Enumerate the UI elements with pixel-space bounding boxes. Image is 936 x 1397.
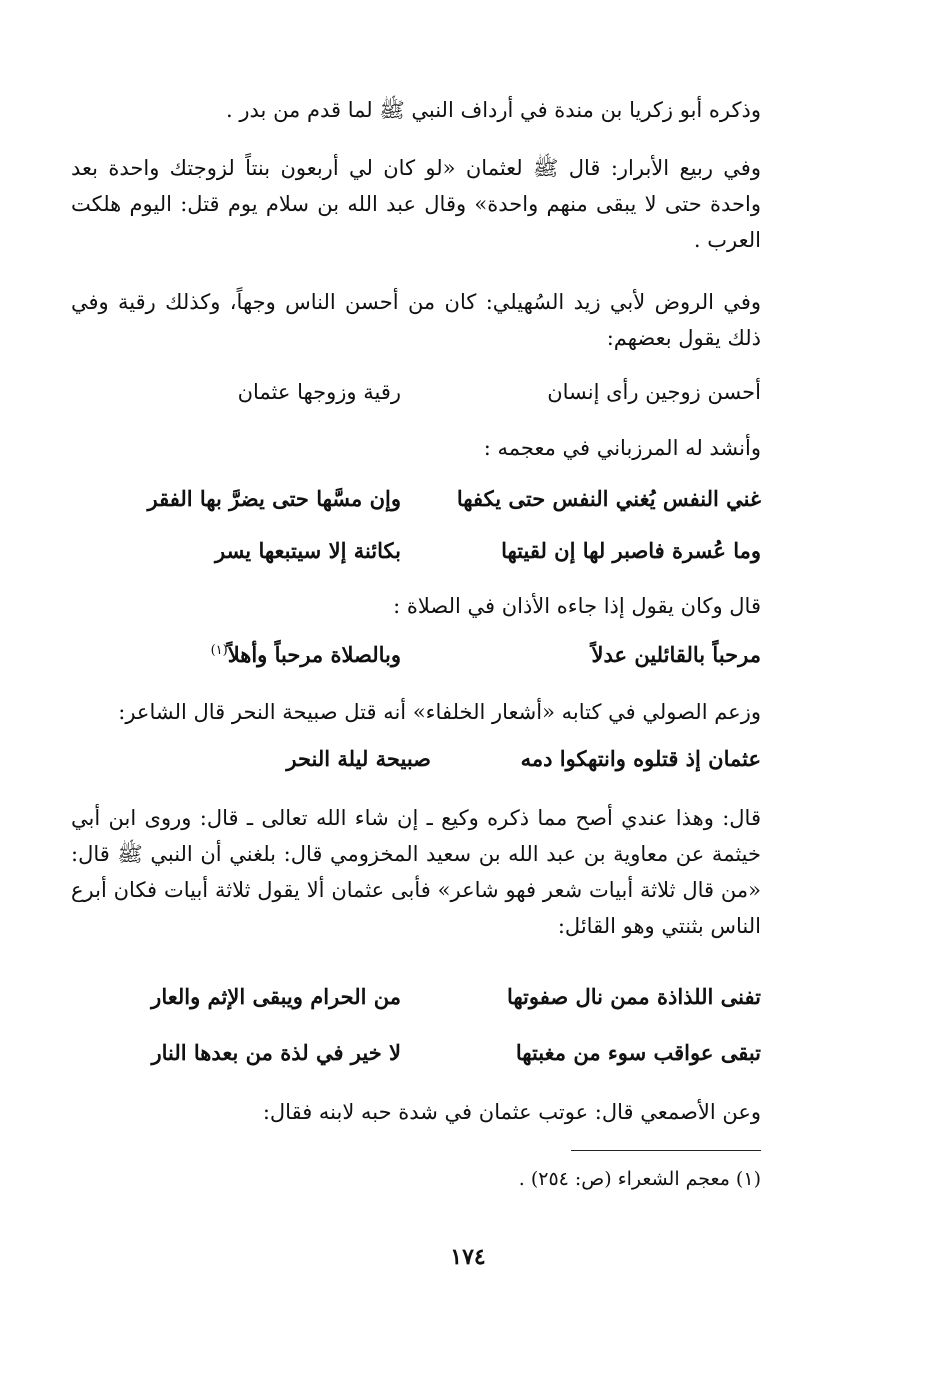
- paragraph-al-rawd: وفي الروض لأبي زيد السُهيلي: كان من أحسن الناس وجهاً، وكذلك رقية وفي ذلك يقول بعضهم:: [71, 290, 761, 350]
- verse-6-first-hemistich: تفنى اللذاذة ممن نال صفوتها: [506, 984, 761, 1009]
- paragraph-arafat: وذكره أبو زكريا بن مندة في أرداف النبي ﷺ لما قدم من بدر .: [226, 98, 761, 122]
- verse-3: [71, 538, 761, 578]
- verse-3-first-hemistich: وما عُسرة فاصبر لها إن لقيتها: [501, 538, 761, 563]
- verse-7: [71, 1040, 761, 1080]
- verse-1-first-hemistich: أحسن زوجين رأى إنسان: [547, 380, 761, 404]
- verse-4-second-hemistich-text: وبالصلاة مرحباً وأهلاً: [227, 642, 401, 667]
- paragraph-asmai: وعن الأصمعي قال: عوتب عثمان في شدة حبه لابنه فقال:: [262, 1100, 761, 1124]
- footnote: (١) معجم الشعراء (ص: ٢٥٤) .: [518, 1168, 761, 1190]
- paragraph-rabi-al-abrar: وفي ربيع الأبرار: قال ﷺ لعثمان «لو كان لي أربعون بنتاً لزوجتك واحدة بعد واحدة حتى لا يبقى منهم واحدة» وقال عبد الله بن سلام يوم قتل: اليوم هلكت العرب .: [71, 156, 761, 252]
- footnote-marker: (١): [210, 643, 228, 658]
- verse-5: [71, 746, 761, 786]
- verse-6: [71, 984, 761, 1024]
- verse-4-second-hemistich: [211, 642, 401, 667]
- verse-1-second-hemistich: رقية وزوجها عثمان: [237, 380, 401, 404]
- verse-2-second-hemistich: وإن مسَّها حتى يضرَّ بها الفقر: [147, 486, 401, 511]
- verse-7-second-hemistich: لا خير في لذة من بعدها النار: [151, 1040, 401, 1065]
- paragraph-suli: وزعم الصولي في كتابه «أشعار الخلفاء» أنه قتل صبيحة النحر قال الشاعر:: [118, 700, 761, 724]
- verse-1: [71, 380, 761, 420]
- verse-2: [71, 486, 761, 526]
- verse-5-first-hemistich: عثمان إذ قتلوه وانتهكوا دمه: [520, 746, 761, 771]
- verse-4-first-hemistich: مرحباً بالقائلين عدلاً: [591, 642, 761, 667]
- page-number: ١٧٤: [450, 1244, 486, 1270]
- paragraph-waki: قال: وهذا عندي أصح مما ذكره وكيع ـ إن شاء الله تعالى ـ قال: وروى ابن أبي خيثمة عن معاوية بن عبد الله بن سعيد المخزومي قال: بلغني أن النبي ﷺ قال: «من قال ثلاثة أبيات شعر فهو شاعر» فأبى عثمان ألا يقول ثلاثة أبيات فكان أبرع الناس بثنتي وهو القائل:: [71, 806, 761, 938]
- paragraph-marzubani: وأنشد له المرزباني في معجمه :: [483, 436, 761, 460]
- verse-4: [71, 642, 761, 682]
- footnote-divider: [571, 1150, 761, 1151]
- verse-2-first-hemistich: غني النفس يُغني النفس حتى يكفها: [456, 486, 761, 511]
- verse-5-second-hemistich: صبيحة ليلة النحر: [286, 746, 431, 771]
- verse-7-first-hemistich: تبقى عواقب سوء من مغبتها: [515, 1040, 761, 1065]
- paragraph-adhan: قال وكان يقول إذا جاءه الأذان في الصلاة :: [393, 594, 761, 618]
- verse-6-second-hemistich: من الحرام ويبقى الإثم والعار: [151, 984, 401, 1009]
- verse-3-second-hemistich: بكائنة إلا سيتبعها يسر: [214, 538, 401, 563]
